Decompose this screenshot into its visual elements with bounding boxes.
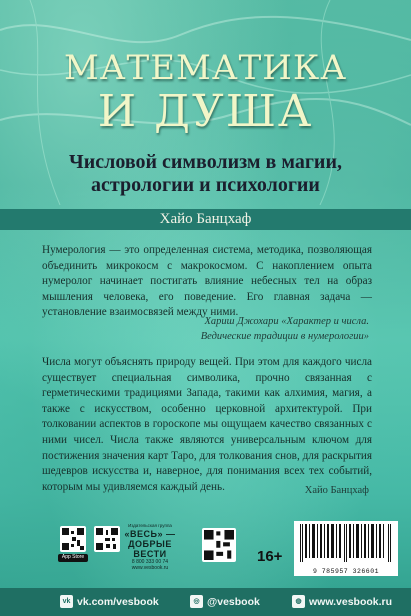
instagram-link-text: @vesbook [207,595,260,608]
quote-line-1: Хариш Джохари «Характер и числа. [204,316,369,327]
globe-icon: ◍ [292,595,305,608]
publisher-group-label: Издательская группа [128,523,172,528]
intro-paragraph: Нумерология — это определенная система, методика, позволяющая объединить микрокосм с макрокосмом. С накоплением опыта нумеролог начинает постигать влияние небесных тел на образ мышления человека, его поведение. Его главная задача — установление взаимосвязей между ними. [42,244,372,319]
quote-attribution [119,314,369,344]
isbn-barcode [294,521,398,576]
title-line-1: МАТЕМАТИКА [63,48,347,88]
website-link-text: www.vesbook.ru [309,595,393,608]
author-banner: Хайо Банцхаф [0,209,411,230]
barcode-digits: 9 785957 326601 [312,568,379,575]
qr-code-site[interactable] [94,526,120,552]
author-signature: Хайо Банцхаф [304,485,369,496]
app-store-badge[interactable]: App Store [58,554,88,562]
instagram-link[interactable] [190,595,260,608]
qr-code-app[interactable] [60,526,86,552]
publisher-phone: 8 800 333 00 74 [131,559,169,565]
publisher-site: www.vesbook.ru [131,565,169,571]
main-paragraph: Числа могут объяснять природу вещей. При этом для каждого числа существует специальная символика, прочно связанная с герметическими традициями Запада, такими как алхимия, магия, а также с искусством, особенно церковной архитектурой. При толковании аспектов в гороскопе мы ощущаем качество связанных с ними чисел. Числа также являются универсальным ключом для постижения значения карт Таро, для толкования снов, для раскрытия шедевров искусства и, наверное, для понимания всех тех событий, которым мы удивляемся каждый день. [42,356,372,493]
publisher-logo: «ВЕСЬ» — ДОБРЫЕ ВЕСТИ [124,529,176,559]
publisher-block [120,523,180,571]
social-links-bar [0,588,411,616]
vk-link-text: vk.com/vesbook [77,595,159,608]
vk-icon: vk [60,595,73,608]
barcode-bars [298,524,394,562]
subtitle-line-1: Числовой символизм в магии, [69,151,342,173]
qr-code-books[interactable] [202,528,236,562]
age-rating-badge: 16+ [257,548,283,565]
website-link[interactable] [292,595,392,608]
vk-link[interactable] [60,595,159,608]
subtitle-line-2: астрологии и психологии [91,174,320,196]
title-line-2: И ДУША [97,86,314,137]
quote-line-2: Ведические традиции в нумерологии» [200,331,369,342]
instagram-icon: ◎ [190,595,203,608]
